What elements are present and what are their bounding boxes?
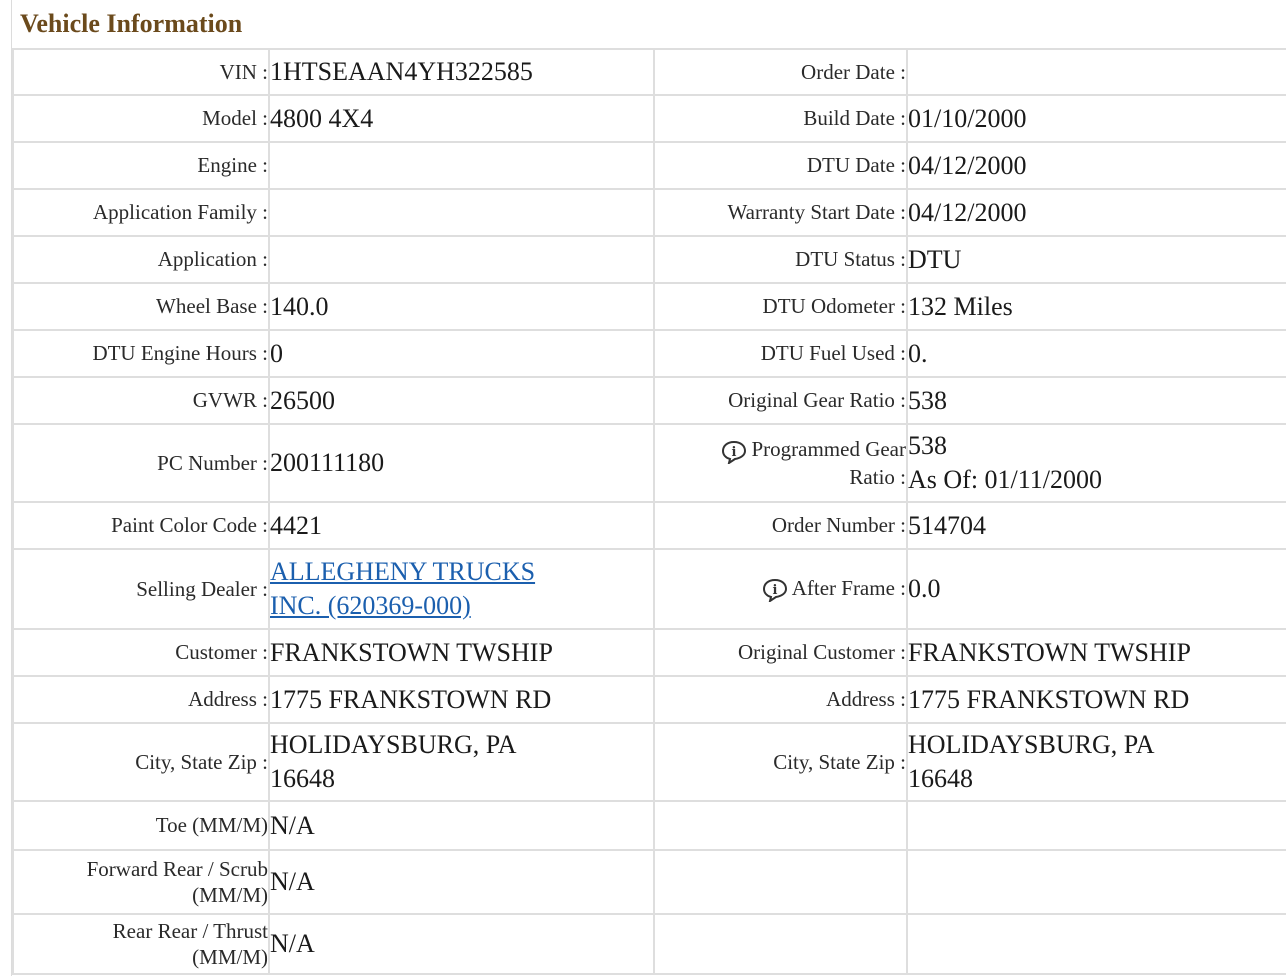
vin-value: 1HTSEAAN4YH322585 xyxy=(269,49,654,95)
original-gear-ratio-value: 538 xyxy=(907,377,1286,424)
empty-cell xyxy=(907,801,1286,850)
gvwr-value: 26500 xyxy=(269,377,654,424)
address-value: 1775 FRANKSTOWN RD xyxy=(269,676,654,723)
application-value xyxy=(269,236,654,283)
dtu-engine-hours-value: 0 xyxy=(269,330,654,377)
model-label: Model : xyxy=(13,95,269,142)
wheel-base-value: 140.0 xyxy=(269,283,654,330)
order-number-label: Order Number : xyxy=(654,502,907,549)
dealer-line2: INC. (620369-000) xyxy=(270,591,471,620)
after-frame-label-text: After Frame : xyxy=(791,575,906,600)
dealer-line1: ALLEGHENY TRUCKS xyxy=(270,557,536,586)
info-speech-icon[interactable] xyxy=(721,440,747,464)
table-row xyxy=(13,629,1286,676)
table-row xyxy=(13,49,1286,95)
dtu-fuel-used-value: 0. xyxy=(907,330,1286,377)
original-customer-value: FRANKSTOWN TWSHIP xyxy=(907,629,1286,676)
order-date-value xyxy=(907,49,1286,95)
original-gear-ratio-label: Original Gear Ratio : xyxy=(654,377,907,424)
section-title: Vehicle Information xyxy=(20,9,243,38)
application-family-label: Application Family : xyxy=(13,189,269,236)
model-value: 4800 4X4 xyxy=(269,95,654,142)
engine-value xyxy=(269,142,654,189)
pc-number-value: 200111180 xyxy=(269,424,654,502)
city-state-zip-value xyxy=(269,723,654,801)
order-number-value: 514704 xyxy=(907,502,1286,549)
table-row xyxy=(13,189,1286,236)
city-state-zip-label: City, State Zip : xyxy=(13,723,269,801)
table-row xyxy=(13,142,1286,189)
application-label: Application : xyxy=(13,236,269,283)
forward-rear-scrub-value: N/A xyxy=(269,850,654,914)
rear-rear-thrust-value: N/A xyxy=(269,914,654,974)
zip: 16648 xyxy=(270,764,335,793)
build-date-label: Build Date : xyxy=(654,95,907,142)
vin-label: VIN : xyxy=(13,49,269,95)
selling-dealer-value xyxy=(269,549,654,629)
table-row xyxy=(13,549,1286,629)
forward-rear-scrub-label xyxy=(13,850,269,914)
pc-number-label: PC Number : xyxy=(13,424,269,502)
original-city-state-zip-label: City, State Zip : xyxy=(654,723,907,801)
programmed-gear-ratio-label xyxy=(654,424,907,502)
original-address-value: 1775 FRANKSTOWN RD xyxy=(907,676,1286,723)
table-row xyxy=(13,283,1286,330)
svg-text:i: i xyxy=(731,444,737,460)
empty-cell xyxy=(907,850,1286,914)
table-row xyxy=(13,850,1286,914)
empty-cell xyxy=(654,801,907,850)
table-row xyxy=(13,424,1286,502)
order-date-label: Order Date : xyxy=(654,49,907,95)
warranty-start-date-label: Warranty Start Date : xyxy=(654,189,907,236)
dtu-fuel-used-label: DTU Fuel Used : xyxy=(654,330,907,377)
toe-value: N/A xyxy=(269,801,654,850)
programmed-gear-label-line2: Ratio : xyxy=(849,464,906,489)
forward-rear-scrub-line2: (MM/M) xyxy=(192,883,268,907)
table-row xyxy=(13,330,1286,377)
after-frame-value: 0.0 xyxy=(907,549,1286,629)
svg-text:i: i xyxy=(772,583,778,599)
warranty-start-date-value: 04/12/2000 xyxy=(907,189,1286,236)
rear-rear-thrust-label xyxy=(13,914,269,974)
vehicle-info-table xyxy=(12,48,1286,975)
dtu-date-label: DTU Date : xyxy=(654,142,907,189)
table-row xyxy=(13,502,1286,549)
forward-rear-scrub-line1: Forward Rear / Scrub xyxy=(86,857,268,881)
table-row xyxy=(13,95,1286,142)
address-label: Address : xyxy=(13,676,269,723)
selling-dealer-label: Selling Dealer : xyxy=(13,549,269,629)
original-city-state-zip-value xyxy=(907,723,1286,801)
customer-label: Customer : xyxy=(13,629,269,676)
table-row xyxy=(13,377,1286,424)
engine-label: Engine : xyxy=(13,142,269,189)
dtu-date-value: 04/12/2000 xyxy=(907,142,1286,189)
empty-cell xyxy=(654,914,907,974)
build-date-value: 01/10/2000 xyxy=(907,95,1286,142)
dtu-status-label: DTU Status : xyxy=(654,236,907,283)
application-family-value xyxy=(269,189,654,236)
table-row xyxy=(13,236,1286,283)
programmed-gear-as-of: As Of: 01/11/2000 xyxy=(908,465,1103,494)
paint-color-code-value: 4421 xyxy=(269,502,654,549)
rear-rear-thrust-line1: Rear Rear / Thrust xyxy=(112,919,268,943)
original-city-state: HOLIDAYSBURG, PA xyxy=(908,730,1155,759)
customer-value: FRANKSTOWN TWSHIP xyxy=(269,629,654,676)
wheel-base-label: Wheel Base : xyxy=(13,283,269,330)
empty-cell xyxy=(907,914,1286,974)
table-row xyxy=(13,723,1286,801)
empty-cell xyxy=(654,850,907,914)
dtu-status-value: DTU xyxy=(907,236,1286,283)
dtu-odometer-label: DTU Odometer : xyxy=(654,283,907,330)
programmed-gear-ratio: 538 xyxy=(908,431,947,460)
selling-dealer-link[interactable] xyxy=(270,555,653,623)
city-state: HOLIDAYSBURG, PA xyxy=(270,730,517,759)
original-zip: 16648 xyxy=(908,764,973,793)
table-row xyxy=(13,676,1286,723)
dtu-odometer-value: 132 Miles xyxy=(907,283,1286,330)
dtu-engine-hours-label: DTU Engine Hours : xyxy=(13,330,269,377)
info-speech-icon[interactable] xyxy=(762,578,788,602)
programmed-gear-label-line1: Programmed Gear xyxy=(751,437,906,462)
after-frame-label xyxy=(654,549,907,629)
toe-label: Toe (MM/M) xyxy=(13,801,269,850)
paint-color-code-label: Paint Color Code : xyxy=(13,502,269,549)
programmed-gear-ratio-value xyxy=(907,424,1286,502)
original-address-label: Address : xyxy=(654,676,907,723)
gvwr-label: GVWR : xyxy=(13,377,269,424)
rear-rear-thrust-line2: (MM/M) xyxy=(192,945,268,969)
table-row xyxy=(13,801,1286,850)
table-row xyxy=(13,914,1286,974)
original-customer-label: Original Customer : xyxy=(654,629,907,676)
